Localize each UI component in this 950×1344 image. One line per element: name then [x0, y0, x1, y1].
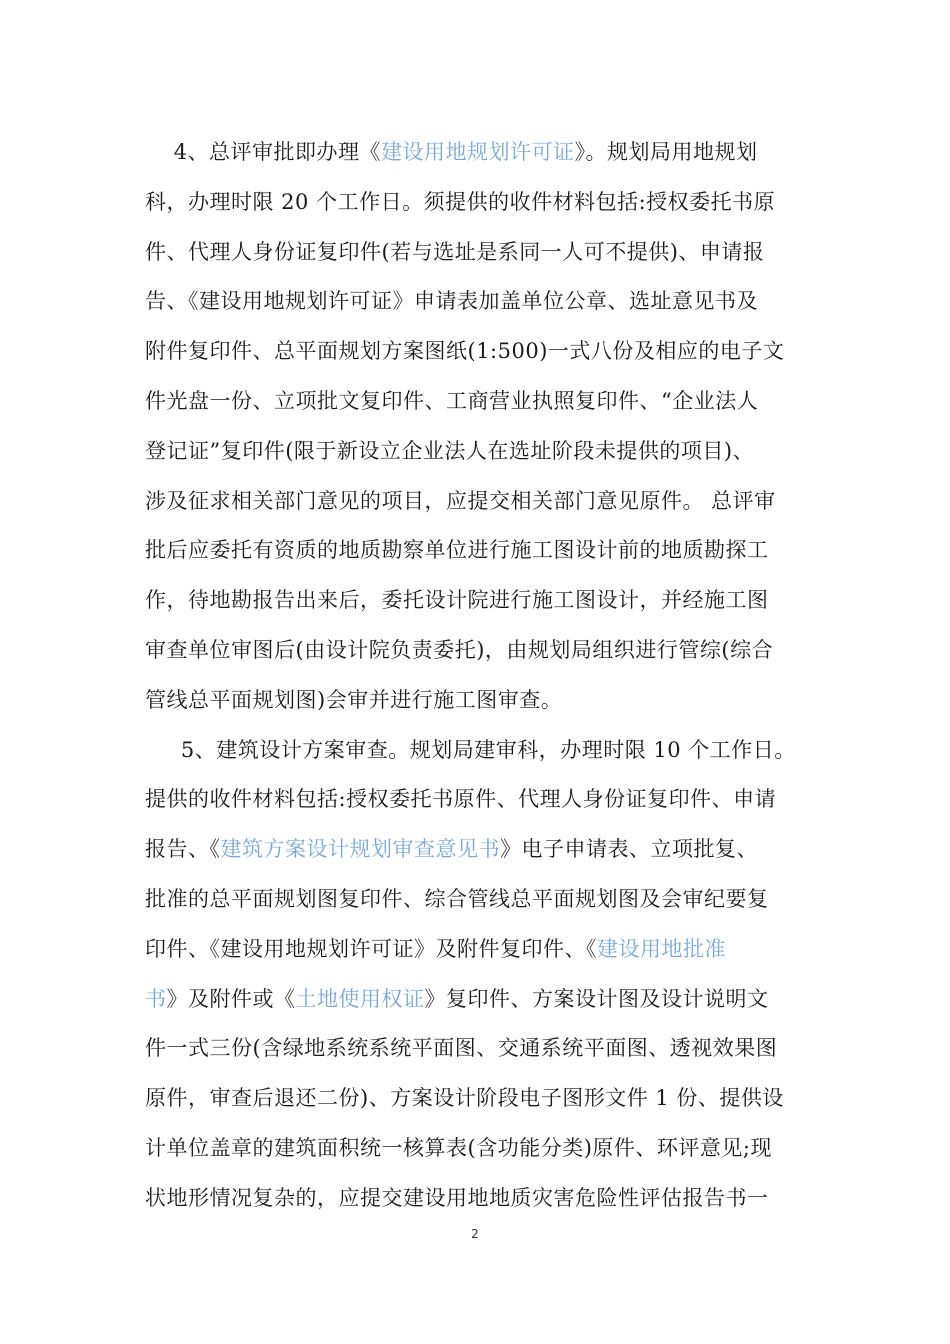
text-line	[145, 575, 825, 625]
text-line	[145, 625, 825, 675]
text-segment: 计单位盖章的建筑面积统一核算表(含功能分类)原件、环评意见;现	[145, 1136, 772, 1160]
text-segment: 件、代理人身份证复印件(若与选址是系同一人可不提供)、申请报	[145, 240, 765, 264]
page-number: 2	[471, 1227, 479, 1241]
text-segment: 提供的收件材料包括:授权委托书原件、代理人身份证复印件、申请	[145, 787, 777, 811]
text-line	[145, 276, 825, 326]
document-link[interactable]: 书	[145, 987, 167, 1011]
text-line	[145, 1073, 825, 1123]
text-segment: 附件复印件、总平面规划方案图纸(1:500)一式八份及相应的电子文	[145, 339, 785, 363]
text-segment: 状地形情况复杂的，应提交建设用地地质灾害危险性评估报告书一	[145, 1186, 769, 1210]
text-segment: 登记证”复印件(限于新设立企业法人在选址阶段未提供的项目)、	[145, 439, 755, 463]
text-segment: 报告、《	[145, 837, 221, 861]
text-line	[145, 1173, 825, 1223]
text-segment: 审查单位审图后(由设计院负责委托)，由规划局组织进行管综(综合	[145, 638, 774, 662]
text-segment: 告、《建设用地规划许可证》申请表加盖单位公章、选址意见书及	[145, 289, 758, 313]
text-line	[145, 127, 825, 177]
text-line	[145, 874, 825, 924]
text-line	[145, 426, 825, 476]
text-line	[145, 525, 825, 575]
text-line	[145, 326, 825, 376]
text-segment: 原件，审查后退还二份)、方案设计阶段电子图形文件 1 份、提供设	[145, 1086, 784, 1110]
text-line	[145, 974, 825, 1024]
text-line	[145, 675, 825, 725]
document-link[interactable]: 土地使用权证	[295, 987, 425, 1011]
text-line	[145, 1023, 825, 1073]
text-line	[145, 476, 825, 526]
text-line	[145, 1123, 825, 1173]
text-segment: 科，办理时限 20 个工作日。须提供的收件材料包括:授权委托书原	[145, 190, 776, 214]
text-line	[145, 376, 825, 426]
text-line	[145, 824, 825, 874]
text-segment: 》电子申请表、立项批复、	[500, 837, 758, 861]
text-segment: 作，待地勘报告出来后，委托设计院进行施工图设计，并经施工图	[145, 588, 769, 612]
text-line	[145, 177, 825, 227]
text-segment: 批后应委托有资质的地质勘察单位进行施工图设计前的地质勘探工	[145, 538, 769, 562]
text-segment: 件一式三份(含绿地系统系统平面图、交通系统平面图、透视效果图	[145, 1036, 778, 1060]
text-segment: 印件、《建设用地规划许可证》及附件复印件、《	[145, 937, 597, 961]
text-line	[145, 774, 825, 824]
document-link[interactable]: 建设用地批准	[597, 937, 726, 961]
text-segment: 4、总评审批即办理《	[145, 140, 382, 164]
text-segment: 涉及征求相关部门意见的项目，应提交相关部门意见原件。 总评审	[145, 489, 776, 513]
text-line	[145, 227, 825, 277]
text-line	[145, 924, 825, 974]
document-link[interactable]: 建设用地规划许可证	[381, 140, 575, 164]
text-segment: 》复印件、方案设计图及设计说明文	[424, 987, 769, 1011]
text-segment: 》。规划局用地规划	[574, 140, 758, 164]
text-segment: 》及附件或《	[166, 987, 296, 1011]
text-segment: 管线总平面规划图)会审并进行施工图审查。	[145, 688, 563, 712]
text-line	[145, 725, 825, 775]
document-link[interactable]: 建筑方案设计规划审查意见书	[220, 837, 500, 861]
text-segment: 件光盘一份、立项批文复印件、工商营业执照复印件、“企业法人	[145, 389, 759, 413]
text-segment: 批准的总平面规划图复印件、综合管线总平面规划图及会审纪要复	[145, 887, 769, 911]
text-segment: 5、建筑设计方案审查。规划局建审科，办理时限 10 个工作日。	[145, 738, 796, 762]
